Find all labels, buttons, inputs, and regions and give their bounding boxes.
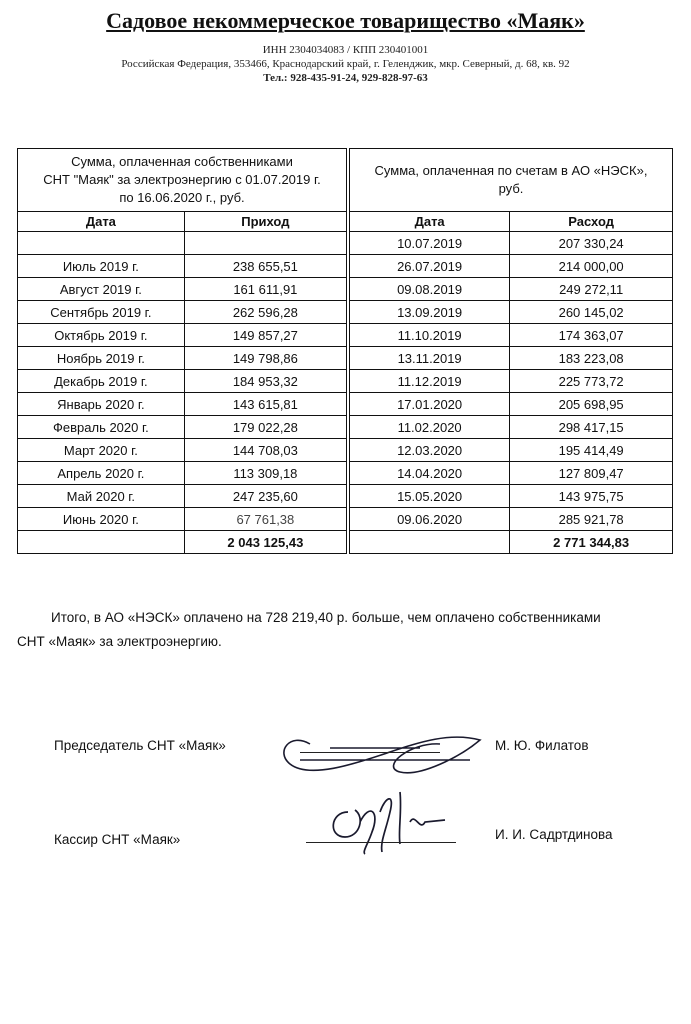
table-row xyxy=(18,347,673,370)
col-header-expense: Расход xyxy=(510,212,673,232)
total-expense: 2 771 344,83 xyxy=(510,531,673,554)
row-month: Июнь 2020 г. xyxy=(18,508,185,531)
row-income: 149 857,27 xyxy=(184,324,348,347)
table-row xyxy=(18,485,673,508)
row-income: 144 708,03 xyxy=(184,439,348,462)
summary-line: Итого, в АО «НЭСК» оплачено на 728 219,40 р. больше, чем оплачено собственниками xyxy=(51,610,601,625)
row-month: Май 2020 г. xyxy=(18,485,185,508)
table-row xyxy=(18,232,673,255)
table-row xyxy=(18,508,673,531)
row-income: 238 655,51 xyxy=(184,255,348,278)
chair-role: Председатель СНТ «Маяк» xyxy=(54,738,226,753)
summary-paragraph xyxy=(17,606,673,654)
table-row xyxy=(18,278,673,301)
row-month: Апрель 2020 г. xyxy=(18,462,185,485)
table-row xyxy=(18,439,673,462)
row-month: Ноябрь 2019 г. xyxy=(18,347,185,370)
row-income: 67 761,38 xyxy=(184,508,348,531)
row-expense: 205 698,95 xyxy=(510,393,673,416)
table-total-row xyxy=(18,531,673,554)
col-header-date-right: Дата xyxy=(348,212,510,232)
inn-kpp-line: ИНН 2304034083 / КПП 230401001 xyxy=(262,44,429,56)
chair-signature-line xyxy=(300,752,440,753)
left-caption-line: по 16.06.2020 г., руб. xyxy=(119,190,245,205)
row-income: 143 615,81 xyxy=(184,393,348,416)
row-income: 184 953,32 xyxy=(184,370,348,393)
row-month: Август 2019 г. xyxy=(18,278,185,301)
row-date: 17.01.2020 xyxy=(348,393,510,416)
table-caption-row xyxy=(18,149,673,212)
chair-signature-icon xyxy=(270,722,490,784)
row-expense: 143 975,75 xyxy=(510,485,673,508)
row-date: 09.08.2019 xyxy=(348,278,510,301)
row-date: 11.12.2019 xyxy=(348,370,510,393)
chair-name: М. Ю. Филатов xyxy=(495,738,589,753)
col-header-income: Приход xyxy=(184,212,348,232)
row-expense: 207 330,24 xyxy=(510,232,673,255)
row-date: 10.07.2019 xyxy=(348,232,510,255)
summary-line: СНТ «Маяк» за электроэнергию. xyxy=(17,634,222,649)
table-row xyxy=(18,301,673,324)
right-caption-line: Сумма, оплаченная по счетам в АО «НЭСК», xyxy=(374,163,648,178)
total-label-cell xyxy=(18,531,185,554)
row-expense: 127 809,47 xyxy=(510,462,673,485)
row-date: 13.11.2019 xyxy=(348,347,510,370)
row-month xyxy=(18,232,185,255)
right-caption xyxy=(348,149,673,212)
table-row xyxy=(18,462,673,485)
row-expense: 174 363,07 xyxy=(510,324,673,347)
cashier-signature-icon xyxy=(320,782,460,862)
table-row xyxy=(18,255,673,278)
row-month: Июль 2019 г. xyxy=(18,255,185,278)
table-row xyxy=(18,370,673,393)
row-income: 149 798,86 xyxy=(184,347,348,370)
table-row xyxy=(18,416,673,439)
row-month: Январь 2020 г. xyxy=(18,393,185,416)
row-date: 26.07.2019 xyxy=(348,255,510,278)
right-caption-line: руб. xyxy=(498,181,524,196)
cashier-name: И. И. Садртдинова xyxy=(495,827,613,842)
row-expense: 225 773,72 xyxy=(510,370,673,393)
row-date: 11.02.2020 xyxy=(348,416,510,439)
address-line: Российская Федерация, 353466, Краснодарский край, г. Геленджик, мкр. Северный, д. 68, кв. 92 xyxy=(121,58,570,70)
row-month: Март 2020 г. xyxy=(18,439,185,462)
row-month: Сентябрь 2019 г. xyxy=(18,301,185,324)
row-date: 14.04.2020 xyxy=(348,462,510,485)
row-income xyxy=(184,232,348,255)
total-income: 2 043 125,43 xyxy=(184,531,348,554)
payments-table xyxy=(17,148,673,554)
row-income: 161 611,91 xyxy=(184,278,348,301)
row-income: 247 235,60 xyxy=(184,485,348,508)
row-month: Февраль 2020 г. xyxy=(18,416,185,439)
table-row xyxy=(18,324,673,347)
phones-line: Тел.: 928-435-91-24, 929-828-97-63 xyxy=(263,72,428,84)
row-income: 179 022,28 xyxy=(184,416,348,439)
row-month: Декабрь 2019 г. xyxy=(18,370,185,393)
col-header-date-left: Дата xyxy=(18,212,185,232)
cashier-signature-line xyxy=(306,842,456,843)
row-date: 15.05.2020 xyxy=(348,485,510,508)
row-expense: 195 414,49 xyxy=(510,439,673,462)
row-expense: 298 417,15 xyxy=(510,416,673,439)
row-date: 11.10.2019 xyxy=(348,324,510,347)
left-caption xyxy=(18,149,348,212)
row-income: 113 309,18 xyxy=(184,462,348,485)
row-month: Октябрь 2019 г. xyxy=(18,324,185,347)
row-income: 262 596,28 xyxy=(184,301,348,324)
row-expense: 183 223,08 xyxy=(510,347,673,370)
row-date: 09.06.2020 xyxy=(348,508,510,531)
row-expense: 214 000,00 xyxy=(510,255,673,278)
row-expense: 249 272,11 xyxy=(510,278,673,301)
organization-title: Садовое некоммерческое товарищество «Маяк» xyxy=(106,8,585,33)
table-header-row xyxy=(18,212,673,232)
row-expense: 260 145,02 xyxy=(510,301,673,324)
left-caption-line: Сумма, оплаченная собственниками xyxy=(71,154,293,169)
row-date: 13.09.2019 xyxy=(348,301,510,324)
cashier-role: Кассир СНТ «Маяк» xyxy=(54,832,181,847)
total-spacer-cell xyxy=(348,531,510,554)
table-row xyxy=(18,393,673,416)
row-expense: 285 921,78 xyxy=(510,508,673,531)
left-caption-line: СНТ "Маяк" за электроэнергию с 01.07.2019 г. xyxy=(43,172,321,187)
row-date: 12.03.2020 xyxy=(348,439,510,462)
